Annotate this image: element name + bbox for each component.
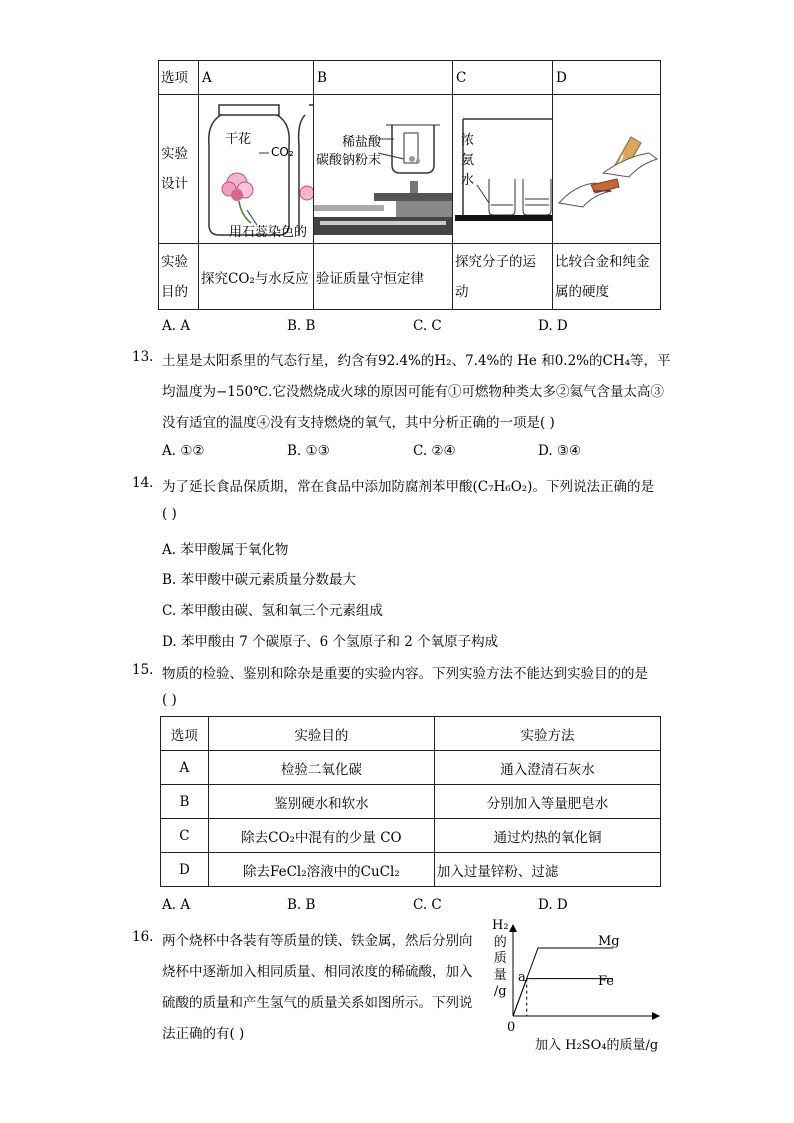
header-cell-option: 选项 xyxy=(159,61,199,95)
q15-number: 15. xyxy=(132,662,154,678)
goal-cell-c: 探究分子的运 动 xyxy=(453,244,553,310)
design-image-b: 稀盐酸 碳酸钠粉末 xyxy=(314,95,453,244)
design-image-c: 浓 氨 水 xyxy=(453,95,553,244)
method-row-d-option: D xyxy=(161,853,209,887)
goal-label-cell: 实验 目的 xyxy=(159,244,199,310)
header-cell-b: B xyxy=(314,61,453,95)
q15-option-a[interactable]: A. A xyxy=(162,897,191,913)
hydrogen-mass-chart xyxy=(488,918,668,1053)
q14-option-a[interactable]: A. 苯甲酸属于氧化物 xyxy=(162,542,289,558)
q13-line-2: 均温度为−150℃.它没燃烧成火球的原因可能有①可燃物种类太多②氦气含量太高③ xyxy=(162,384,664,400)
method-table xyxy=(160,716,661,887)
method-row-b-goal: 鉴别硬水和软水 xyxy=(208,785,434,819)
q14-option-c[interactable]: C. 苯甲酸由碳、氢和氧三个元素组成 xyxy=(162,603,383,619)
q16-line-4: 法正确的有( ) xyxy=(162,1026,245,1042)
method-row-b-method: 分别加入等量肥皂水 xyxy=(434,785,660,819)
q16-line-1: 两个烧杯中各装有等质量的镁、铁金属，然后分别向 xyxy=(162,933,473,949)
method-row-c-goal: 除去CO₂中混有的少量 CO xyxy=(208,819,434,853)
design-label-cell: 实验 设计 xyxy=(159,95,199,244)
q13-number: 13. xyxy=(132,349,154,365)
q12-option-b[interactable]: B. B xyxy=(287,318,316,334)
method-row-c-method: 通过灼热的氧化铜 xyxy=(434,819,660,853)
q12-option-c[interactable]: C. C xyxy=(413,318,442,334)
method-header-method: 实验方法 xyxy=(434,717,660,751)
q15-option-c[interactable]: C. C xyxy=(413,897,442,913)
design-image-a: 干花 CO₂ 用石蕊染色的 xyxy=(199,95,314,244)
method-row-d-method: 加入过量锌粉、过滤 xyxy=(434,853,660,887)
method-row-c-option: C xyxy=(161,819,209,853)
balance-beaker-illustration xyxy=(314,95,452,243)
chart-xlabel: 加入 H₂SO₄的质量/g xyxy=(535,1038,659,1053)
q12-option-a[interactable]: A. A xyxy=(162,318,191,334)
goal-cell-a: 探究CO₂与水反应 xyxy=(199,244,314,310)
q14-option-d[interactable]: D. 苯甲酸由 7 个碳原子、6 个氢原子和 2 个氧原子构成 xyxy=(162,634,499,650)
chart-point-label: a xyxy=(518,970,526,985)
q14-option-b[interactable]: B. 苯甲酸中碳元素质量分数最大 xyxy=(162,572,357,588)
q14-line-1: 为了延长食品保质期，常在食品中添加防腐剂苯甲酸(C₇H₆O₂)。下列说法正确的是 xyxy=(162,479,654,495)
q15-line-1: 物质的检验、鉴别和除杂是重要的实验内容。下列实验方法不能达到实验目的的是 xyxy=(162,666,648,682)
method-row-a-goal: 检验二氧化碳 xyxy=(208,751,434,785)
q14-number: 14. xyxy=(132,475,154,491)
q13-option-c[interactable]: C. ②④ xyxy=(413,443,456,459)
q16-line-3: 硫酸的质量和产生氢气的质量关系如图所示。下列说 xyxy=(162,995,473,1011)
goal-cell-d: 比较合金和纯金 属的硬度 xyxy=(553,244,661,310)
method-header-option: 选项 xyxy=(161,717,209,751)
method-header-goal: 实验目的 xyxy=(208,717,434,751)
header-cell-d: D xyxy=(553,61,661,95)
method-row-a-method: 通入澄清石灰水 xyxy=(434,751,660,785)
header-cell-c: C xyxy=(453,61,553,95)
q13-option-d[interactable]: D. ③④ xyxy=(538,443,582,459)
experiment-table xyxy=(158,60,661,310)
q12-option-d[interactable]: D. D xyxy=(538,318,568,334)
method-row-b-option: B xyxy=(161,785,209,819)
q15-line-2: ( ) xyxy=(162,692,177,708)
q13-option-b[interactable]: B. ①③ xyxy=(287,443,330,459)
goal-cell-b: 验证质量守恒定律 xyxy=(314,244,453,310)
q16-line-2: 烧杯中逐渐加入相同质量、相同浓度的稀硫酸，加入 xyxy=(162,964,473,980)
header-cell-a: A xyxy=(199,61,314,95)
q13-line-1: 土星是太阳系里的气态行星，约含有92.4%的H₂、7.4%的 He 和0.2%的CH₄等，平 xyxy=(162,353,671,369)
series-label-mg: Mg xyxy=(598,934,620,949)
series-label-fe: Fe xyxy=(598,974,615,989)
q15-option-b[interactable]: B. B xyxy=(287,897,316,913)
design-image-d xyxy=(553,95,661,244)
q14-line-2: ( ) xyxy=(162,506,177,522)
q15-option-d[interactable]: D. D xyxy=(538,897,568,913)
method-row-d-goal: 除去FeCl₂溶液中的CuCl₂ xyxy=(208,853,434,887)
chart-origin: 0 xyxy=(507,1020,516,1035)
q13-line-3: 没有适宜的温度④没有支持燃烧的氧气，其中分析正确的一项是( ) xyxy=(162,415,555,431)
method-row-a-option: A xyxy=(161,751,209,785)
q13-option-a[interactable]: A. ①② xyxy=(162,443,205,459)
chart-ylabel: H₂ 的 质 量 /g xyxy=(492,918,509,999)
q16-number: 16. xyxy=(132,929,154,945)
hands-scratching-illustration xyxy=(553,95,660,243)
